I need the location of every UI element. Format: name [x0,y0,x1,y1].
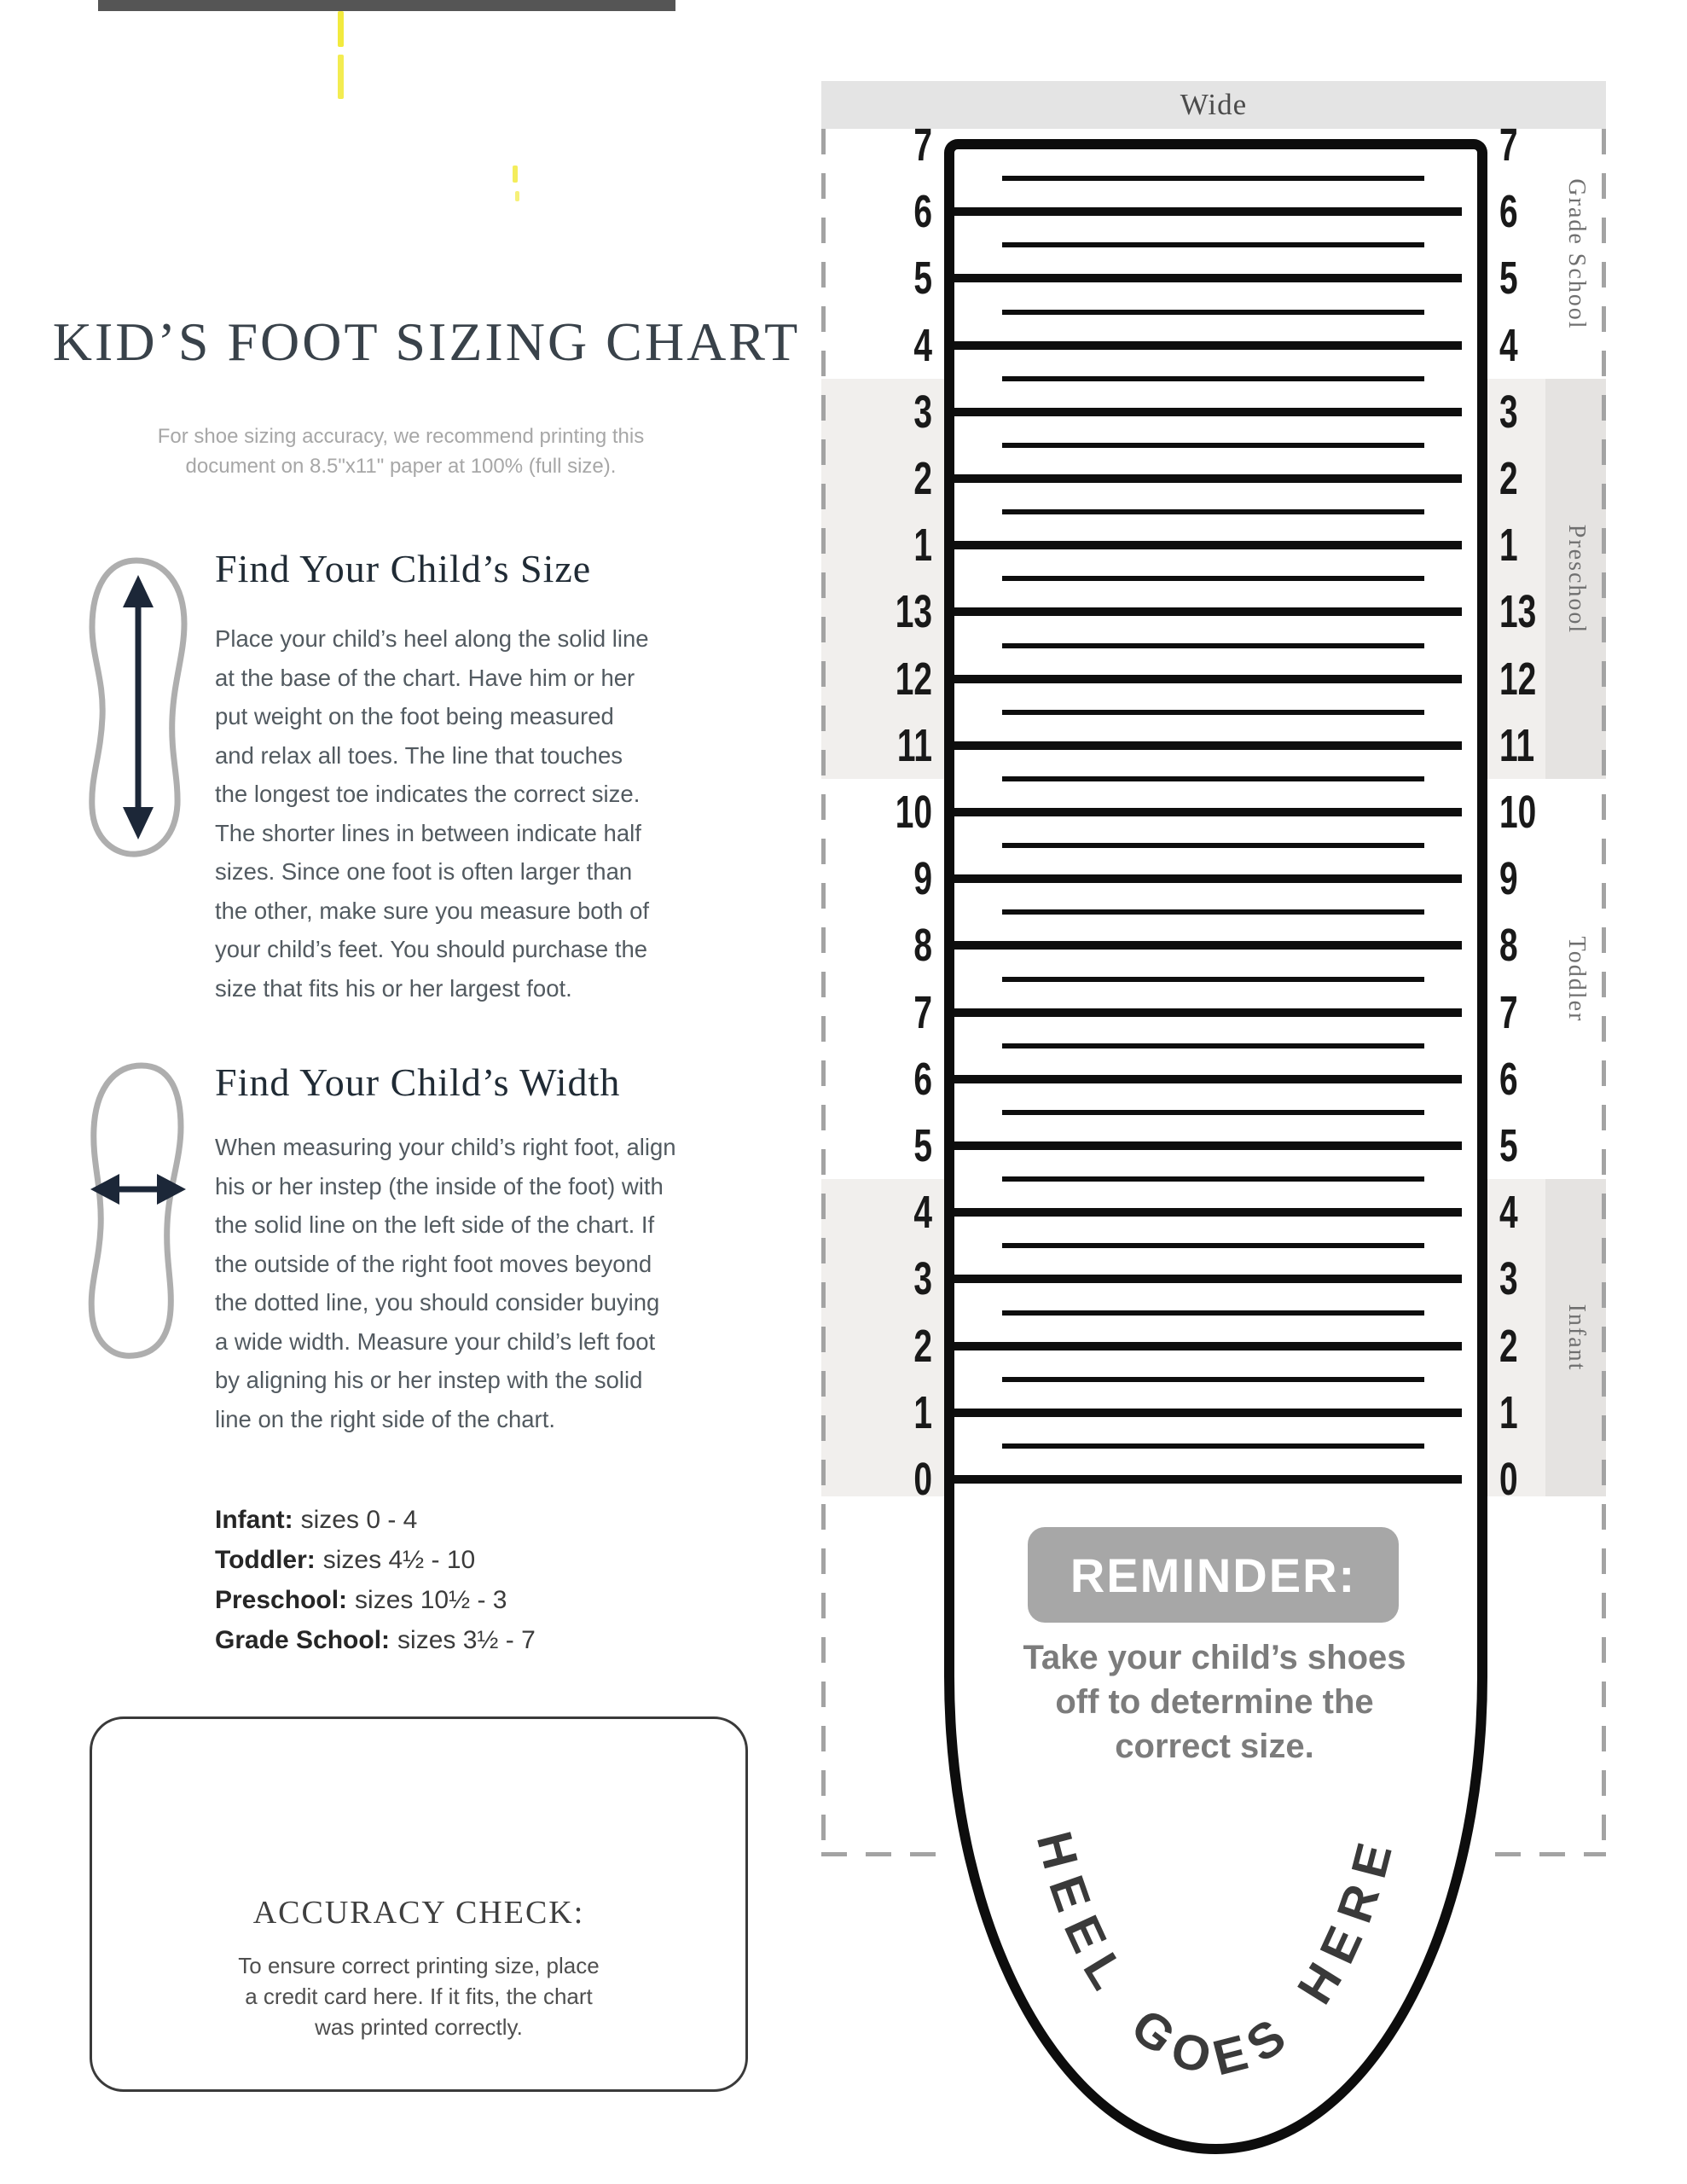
text-line: document on 8.5"x11" paper at 100% (full size). [185,455,617,478]
foot-outline-chart [944,139,1487,2154]
half-size-line [1002,376,1424,381]
age-group-label: Infant [1562,1304,1590,1372]
size-range-label: Infant: [215,1506,293,1534]
size-range-row [215,1540,536,1580]
size-range-list [215,1500,536,1660]
full-size-line [954,274,1462,282]
text-line: off to determine the [1055,1683,1374,1721]
full-size-line [954,607,1462,616]
full-size-line [954,874,1462,883]
size-number-right: 11 [1499,719,1535,771]
band-shade [1487,379,1545,779]
half-size-line [1002,310,1424,315]
size-number-right: 7 [1499,119,1518,171]
size-range-value: sizes 3½ - 7 [397,1626,536,1654]
text-line: a wide width. Measure your child’s left foot [215,1327,656,1355]
accuracy-check-body [92,1950,745,2042]
size-number-right: 0 [1499,1454,1518,1505]
half-size-line [1002,443,1424,448]
size-number-left: 5 [913,1120,932,1171]
full-size-line [954,408,1462,416]
size-number-left: 10 [895,787,932,838]
wide-width-dashed-line-left [821,129,826,1856]
sizing-ruler [821,81,1606,2088]
half-size-line [1002,1176,1424,1182]
size-range-label: Grade School: [215,1626,391,1654]
size-range-label: Toddler: [215,1546,316,1574]
text-line: put weight on the foot being measured [215,703,614,729]
highlighter-artifact [338,11,344,47]
full-size-line [954,474,1462,483]
text-line: To ensure correct printing size, place [238,1953,600,1978]
full-size-line [954,207,1462,216]
size-number-left: 4 [913,319,932,371]
age-group-label: Grade School [1562,177,1590,330]
size-number-right: 8 [1499,920,1518,972]
text-line: the solid line on the left side of the chart. If [215,1211,655,1238]
full-size-line [954,741,1462,750]
full-size-line [954,1342,1462,1350]
section-body-size [215,619,829,1008]
size-number-left: 1 [913,1386,932,1438]
reminder-title: REMINDER: [1070,1548,1357,1602]
full-size-line [954,1409,1462,1417]
size-number-right: 5 [1499,253,1518,305]
size-number-left: 12 [895,653,932,705]
half-size-line [1002,643,1424,648]
full-size-line [954,1141,1462,1150]
text-line: your child’s feet. You should purchase the [215,936,648,962]
size-number-right: 2 [1499,453,1518,504]
text-line: the other, make sure you measure both of [215,897,650,924]
reminder-badge [1028,1527,1399,1623]
size-number-left: 13 [895,586,932,638]
size-number-left: 6 [913,1053,932,1105]
size-number-right: 4 [1499,319,1518,371]
age-group-label-column [1545,129,1606,1856]
text-line: size that fits his or her largest foot. [215,974,572,1002]
text-line: the outside of the right foot moves beyond [215,1250,652,1277]
full-size-line [954,1075,1462,1083]
size-number-left: 3 [913,386,932,438]
half-size-line [1002,1110,1424,1115]
section-heading-size: Find Your Child’s Size [215,547,592,590]
text-line: his or her instep (the inside of the foot) with [215,1172,664,1199]
text-line: at the base of the chart. Have him or her [215,664,635,691]
svg-text:HEEL GOES HERE: HEEL GOES HERE [1025,1826,1406,2088]
half-size-line [1002,1310,1424,1316]
size-range-row [215,1580,536,1620]
text-line: sizes. Since one foot is often larger than [215,858,633,885]
text-line: The shorter lines in between indicate half [215,819,641,846]
size-number-left: 8 [913,920,932,972]
full-size-line [954,1008,1462,1017]
dashed-line-bottom-right [1495,1852,1606,1856]
size-number-right: 12 [1499,653,1537,705]
text-line: the dotted line, you should consider buying [215,1289,660,1316]
size-range-value: sizes 0 - 4 [300,1506,418,1534]
half-size-line [1002,176,1424,181]
highlighter-artifact [513,166,518,183]
text-line: and relax all toes. The line that touches [215,741,623,769]
size-range-row [215,1500,536,1540]
text-line: line on the right side of the chart. [215,1405,555,1432]
size-number-right: 13 [1499,586,1537,638]
size-number-right: 4 [1499,1187,1518,1239]
age-group-label: Toddler [1562,936,1590,1022]
half-size-line [1002,977,1424,982]
text-line: For shoe sizing accuracy, we recommend printing this [157,425,645,448]
scan-smudge [98,0,675,11]
full-size-line [954,808,1462,816]
size-number-right: 5 [1499,1120,1518,1171]
size-number-right: 6 [1499,1053,1518,1105]
size-number-right: 1 [1499,1386,1518,1438]
half-size-line [1002,1443,1424,1449]
dashed-line-bottom-left [821,1852,949,1856]
size-number-left: 6 [913,186,932,238]
wide-width-header: Wide [821,81,1606,129]
full-size-line [954,941,1462,950]
age-group-label: Preschool [1562,524,1590,634]
size-number-right: 10 [1499,787,1537,838]
half-size-line [1002,576,1424,581]
full-size-line [954,1208,1462,1217]
highlighter-artifact [515,191,519,201]
size-number-left: 1 [913,520,932,572]
half-size-line [1002,1043,1424,1048]
size-number-left: 4 [913,1187,932,1239]
size-range-row [215,1620,536,1660]
size-number-left: 5 [913,253,932,305]
size-range-value: sizes 4½ - 10 [322,1546,476,1574]
text-line: Take your child’s shoes [1023,1639,1406,1676]
full-size-line [954,1475,1462,1484]
half-size-line [1002,843,1424,848]
size-range-label: Preschool: [215,1586,348,1614]
full-size-line [954,675,1462,683]
half-size-line [1002,776,1424,781]
accuracy-check-title: ACCURACY CHECK: [252,1895,585,1931]
wide-width-dashed-line-right [1602,129,1606,1856]
highlighter-artifact [338,55,344,99]
foot-width-icon [73,1060,203,1360]
size-number-left: 3 [913,1253,932,1305]
half-size-line [1002,909,1424,915]
text-line: When measuring your child’s right foot, align [215,1134,676,1160]
text-line: Place your child’s heel along the solid line [215,625,649,652]
text-line: correct size. [1115,1728,1314,1765]
size-number-right: 3 [1499,386,1518,438]
size-range-value: sizes 10½ - 3 [355,1586,507,1614]
size-number-left: 9 [913,853,932,905]
size-number-left: 2 [913,453,932,504]
full-size-line [954,1275,1462,1283]
size-number-right: 2 [1499,1320,1518,1372]
half-size-line [1002,509,1424,514]
text-line: was printed correctly. [315,2014,523,2040]
section-heading-width: Find Your Child’s Width [215,1060,621,1104]
vertical-double-arrow-icon [123,575,154,839]
text-line: the longest toe indicates the correct size. [215,781,641,807]
foot-length-icon [82,553,194,862]
band-shade [821,379,944,779]
half-size-line [1002,710,1424,715]
section-body-width [215,1128,829,1438]
print-instructions [60,421,742,481]
size-number-right: 1 [1499,520,1518,572]
size-number-right: 6 [1499,186,1518,238]
accuracy-check-box [90,1716,748,2092]
size-number-left: 7 [913,986,932,1038]
size-number-left: 11 [896,719,932,771]
half-size-line [1002,1243,1424,1248]
heel-goes-here-arc [954,1615,1477,2144]
full-size-line [954,341,1462,350]
text-line: a credit card here. If it fits, the chart [245,1984,593,2009]
full-size-line [954,541,1462,549]
size-number-left: 0 [913,1454,932,1505]
size-number-left: 2 [913,1320,932,1372]
size-number-right: 7 [1499,986,1518,1038]
half-size-line [1002,242,1424,247]
page-title: KID’S FOOT SIZING CHART [52,311,801,372]
half-size-line [1002,1377,1424,1382]
text-line: by aligning his or her instep with the solid [215,1367,643,1393]
size-number-right: 3 [1499,1253,1518,1305]
size-number-left: 7 [913,119,932,171]
size-number-right: 9 [1499,853,1518,905]
